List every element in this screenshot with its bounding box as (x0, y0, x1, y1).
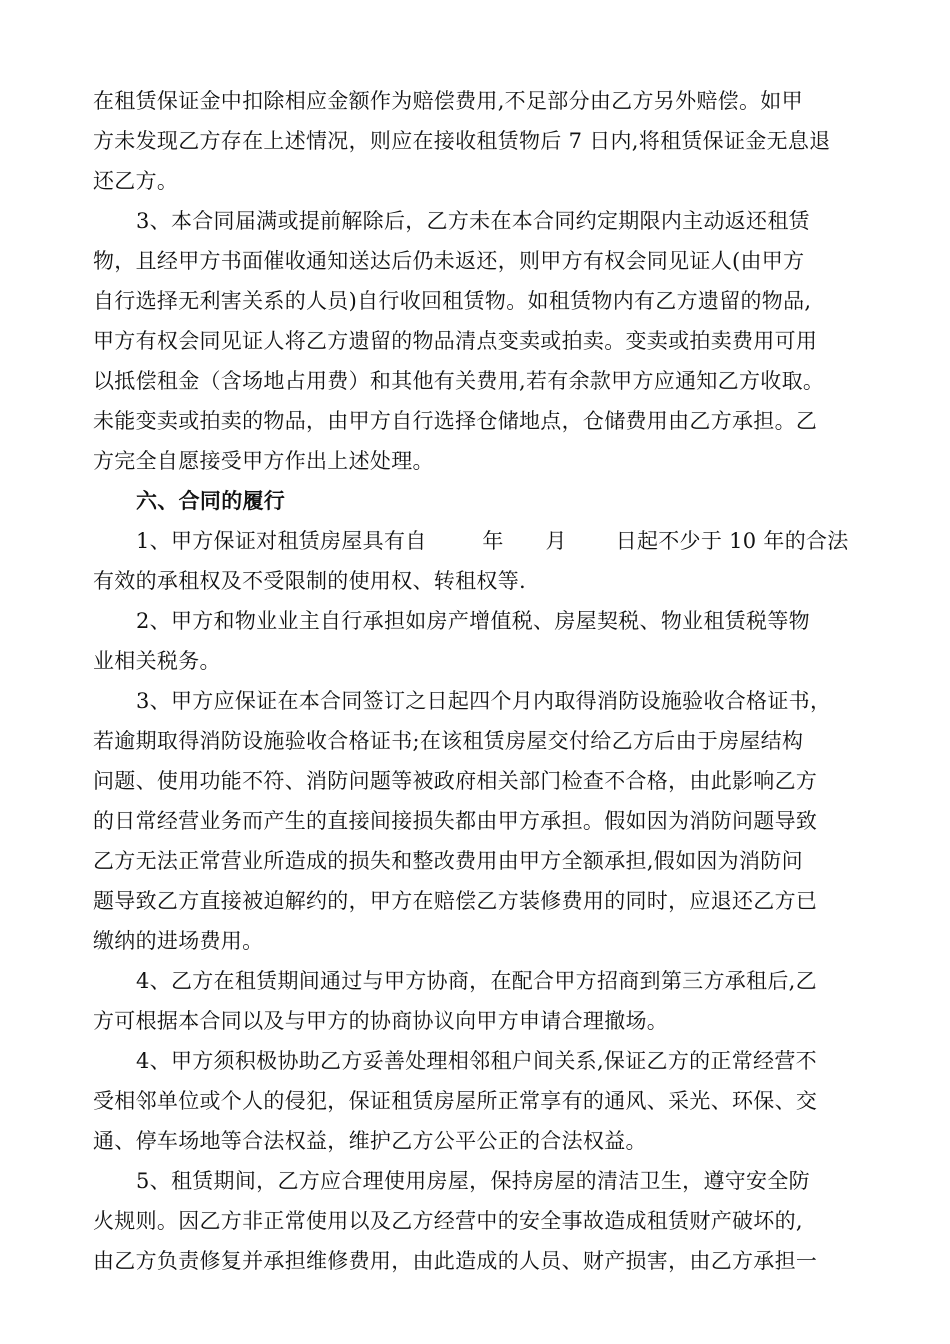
clause-line: 5、租赁期间，乙方应合理使用房屋，保持房屋的清洁卫生，遵守安全防 (136, 1169, 810, 1193)
clause-line: 4、乙方在租赁期间通过与甲方协商，在配合甲方招商到第三方承租后,乙 (136, 969, 817, 993)
clause-line: 3、本合同届满或提前解除后，乙方未在本合同约定期限内主动返还租赁 (136, 209, 810, 233)
body-text-line: 由乙方负责修复并承担维修费用，由此造成的人员、财产损害，由乙方承担一 (93, 1249, 818, 1273)
body-text-line: 还乙方。 (93, 169, 179, 193)
body-text-line: 问题、使用功能不符、消防问题等被政府相关部门检查不合格，由此影响乙方 (93, 769, 818, 793)
body-text-line: 缴纳的进场费用。 (93, 929, 264, 953)
body-text-line: 火规则。因乙方非正常使用以及乙方经营中的安全事故造成租赁财产破坏的, (93, 1209, 803, 1233)
section-heading: 六、合同的履行 (136, 488, 286, 513)
body-text-line: 甲方有权会同见证人将乙方遗留的物品清点变卖或拍卖。变卖或拍卖费用可用 (93, 329, 818, 353)
body-text-line: 通、停车场地等合法权益，维护乙方公平公正的合法权益。 (93, 1129, 647, 1153)
body-text-line: 物，且经甲方书面催收通知送达后仍未返还，则甲方有权会同见证人(由甲方 (93, 249, 805, 273)
clause-line: 2、甲方和物业业主自行承担如房产增值税、房屋契税、物业租赁税等物 (136, 609, 810, 633)
body-text-line: 题导致乙方直接被迫解约的，甲方在赔偿乙方装修费用的同时，应退还乙方已 (93, 889, 818, 913)
body-text-line: 方未发现乙方存在上述情况，则应在接收租赁物后 7 日内,将租赁保证金无息退 (93, 129, 831, 153)
body-text-line: 受相邻单位或个人的侵犯，保证租赁房屋所正常享有的通风、采光、环保、交 (93, 1089, 818, 1113)
clause-line: 1、甲方保证对租赁房屋具有自 年 月 日起不少于 10 年的合法 (136, 529, 849, 553)
body-text-line: 乙方无法正常营业所造成的损失和整改费用由甲方全额承担,假如因为消防问 (93, 849, 803, 873)
body-text-line: 业相关税务。 (93, 649, 221, 673)
clause-line: 3、甲方应保证在本合同签订之日起四个月内取得消防设施验收合格证书， (136, 689, 832, 713)
body-text-line: 在租赁保证金中扣除相应金额作为赔偿费用,不足部分由乙方另外赔偿。如甲 (93, 89, 803, 113)
body-text-line: 有效的承租权及不受限制的使用权、转租权等. (93, 569, 526, 593)
body-text-line: 自行选择无利害关系的人员)自行收回租赁物。如租赁物内有乙方遗留的物品, (93, 289, 812, 313)
body-text-line: 方完全自愿接受甲方作出上述处理。 (93, 449, 434, 473)
body-text-line: 以抵偿租金（含场地占用费）和其他有关费用,若有余款甲方应通知乙方收取。 (93, 369, 825, 393)
body-text-line: 的日常经营业务而产生的直接间接损失都由甲方承担。假如因为消防问题导致 (93, 809, 818, 833)
body-text-line: 未能变卖或拍卖的物品，由甲方自行选择仓储地点，仓储费用由乙方承担。乙 (93, 409, 818, 433)
body-text-line: 若逾期取得消防设施验收合格证书;在该租赁房屋交付给乙方后由于房屋结构 (93, 729, 804, 753)
body-text-line: 方可根据本合同以及与甲方的协商协议向甲方申请合理撤场。 (93, 1009, 669, 1033)
clause-line: 4、甲方须积极协助乙方妥善处理相邻租户间关系,保证乙方的正常经营不 (136, 1049, 817, 1073)
